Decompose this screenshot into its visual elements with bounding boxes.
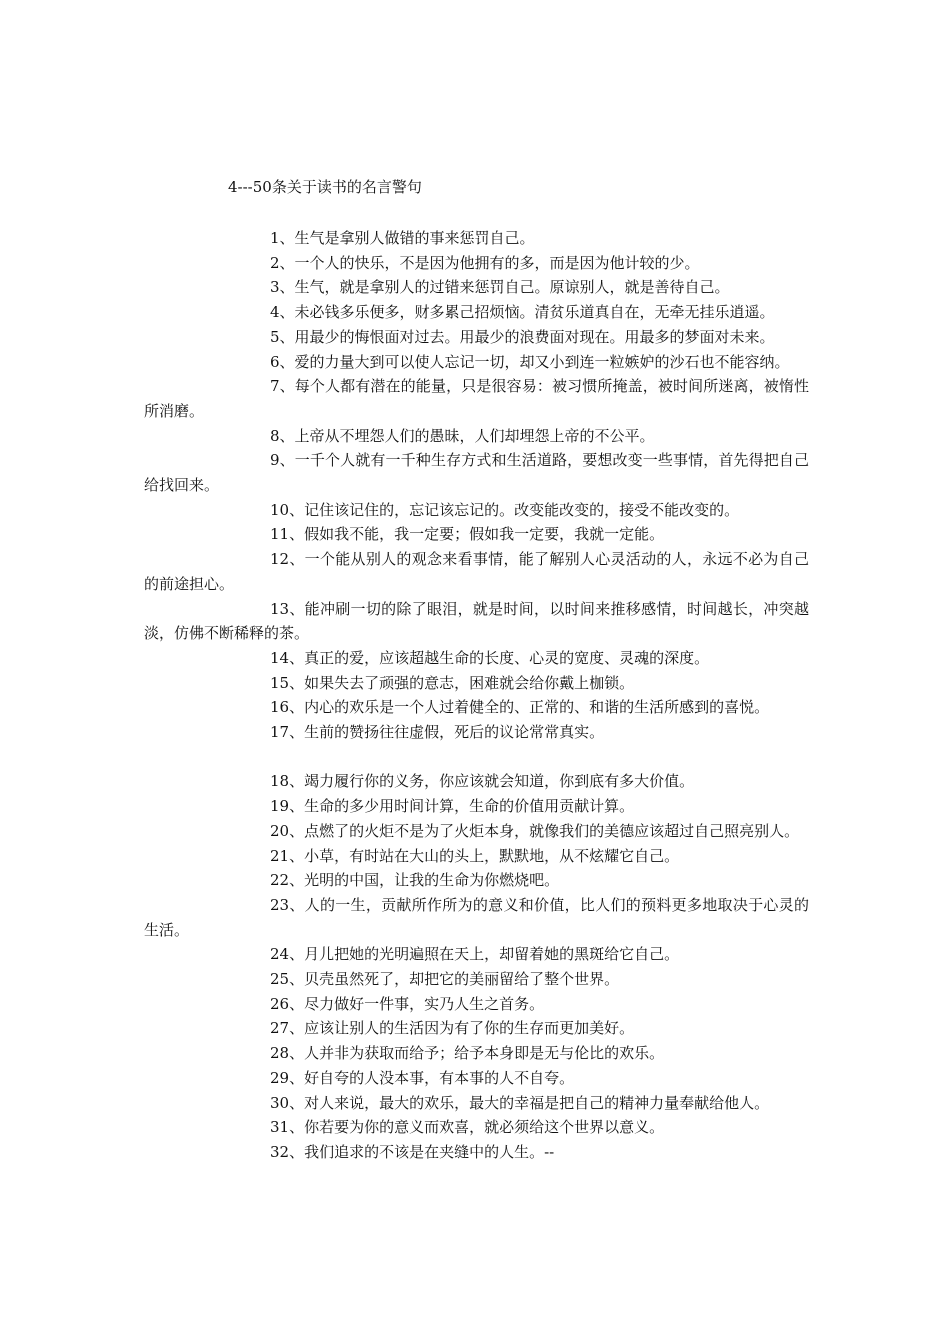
document-title: 4---50条关于读书的名言警句 xyxy=(228,178,422,196)
quote-item: 27、应该让别人的生活因为有了你的生存而更加美好。 xyxy=(270,1019,635,1038)
quote-item: 6、爱的力量大到可以使人忘记一切，却又小到连一粒嫉妒的沙石也不能容纳。 xyxy=(270,352,790,371)
quote-item: 21、小草，有时站在大山的头上，默默地，从不炫耀它自己。 xyxy=(270,846,680,865)
quote-item: 5、用最少的悔恨面对过去。用最少的浪费面对现在。用最多的梦面对未来。 xyxy=(270,327,775,346)
quote-item: 23、人的一生，贡献所作所为的意义和价值，比人们的预料更多地取决于心灵的生活。 xyxy=(144,895,809,939)
quote-list xyxy=(144,226,809,1165)
quote-item: 3、生气，就是拿别人的过错来惩罚自己。原谅别人，就是善待自己。 xyxy=(270,278,730,297)
quote-item: 25、贝壳虽然死了，却把它的美丽留给了整个世界。 xyxy=(270,970,620,989)
quote-item: 32、我们追求的不该是在夹缝中的人生。-- xyxy=(270,1143,555,1161)
blank-line xyxy=(144,745,809,770)
quote-item: 30、对人来说，最大的欢乐，最大的幸福是把自己的精神力量奉献给他人。 xyxy=(270,1093,770,1112)
quote-item: 31、你若要为你的意义而欢喜，就必须给这个世界以意义。 xyxy=(270,1118,665,1137)
quote-item: 4、未必钱多乐便多，财多累己招烦恼。清贫乐道真自在，无牵无挂乐逍遥。 xyxy=(270,303,775,322)
quote-item: 15、如果失去了顽强的意志，困难就会给你戴上枷锁。 xyxy=(270,673,635,692)
quote-item: 11、假如我不能，我一定要；假如我一定要，我就一定能。 xyxy=(270,525,665,544)
quote-item: 22、光明的中国，让我的生命为你燃烧吧。 xyxy=(270,871,560,890)
quote-item: 13、能冲刷一切的除了眼泪，就是时间，以时间来推移感情，时间越长，冲突越淡，仿佛不断稀释的茶。 xyxy=(144,599,809,643)
quote-item: 18、竭力履行你的义务，你应该就会知道，你到底有多大价值。 xyxy=(270,772,695,791)
quote-item: 14、真正的爱，应该超越生命的长度、心灵的宽度、灵魂的深度。 xyxy=(270,648,710,667)
quote-item: 8、上帝从不埋怨人们的愚昧，人们却埋怨上帝的不公平。 xyxy=(270,426,655,445)
quote-item: 24、月儿把她的光明遍照在天上，却留着她的黑斑给它自己。 xyxy=(270,945,680,964)
quote-item: 12、一个能从别人的观念来看事情，能了解别人心灵活动的人，永远不必为自己的前途担心。 xyxy=(144,550,809,593)
quote-item: 9、一千个人就有一千种生存方式和生活道路，要想改变一些事情，首先得把自己给找回来。 xyxy=(144,451,809,495)
quote-item: 10、记住该记住的，忘记该忘记的。改变能改变的，接受不能改变的。 xyxy=(270,500,740,519)
quote-item: 1、生气是拿别人做错的事来惩罚自己。 xyxy=(270,229,535,247)
quote-item: 26、尽力做好一件事，实乃人生之首务。 xyxy=(270,994,545,1013)
quote-item: 19、生命的多少用时间计算，生命的价值用贡献计算。 xyxy=(270,797,635,816)
quote-item: 16、内心的欢乐是一个人过着健全的、正常的、和谐的生活所感到的喜悦。 xyxy=(270,698,770,717)
quote-item: 20、点燃了的火炬不是为了火炬本身，就像我们的美德应该超过自己照亮别人。 xyxy=(270,821,800,840)
quote-item: 28、人并非为获取而给予；给予本身即是无与伦比的欢乐。 xyxy=(270,1044,665,1063)
quote-item: 2、一个人的快乐，不是因为他拥有的多，而是因为他计较的少。 xyxy=(270,253,700,272)
quote-item: 29、好自夸的人没本事，有本事的人不自夸。 xyxy=(270,1068,575,1087)
quote-item: 7、每个人都有潜在的能量，只是很容易：被习惯所掩盖，被时间所迷离，被惰性所消磨。 xyxy=(144,377,809,420)
quote-item: 17、生前的赞扬往往虚假，死后的议论常常真实。 xyxy=(270,723,605,742)
